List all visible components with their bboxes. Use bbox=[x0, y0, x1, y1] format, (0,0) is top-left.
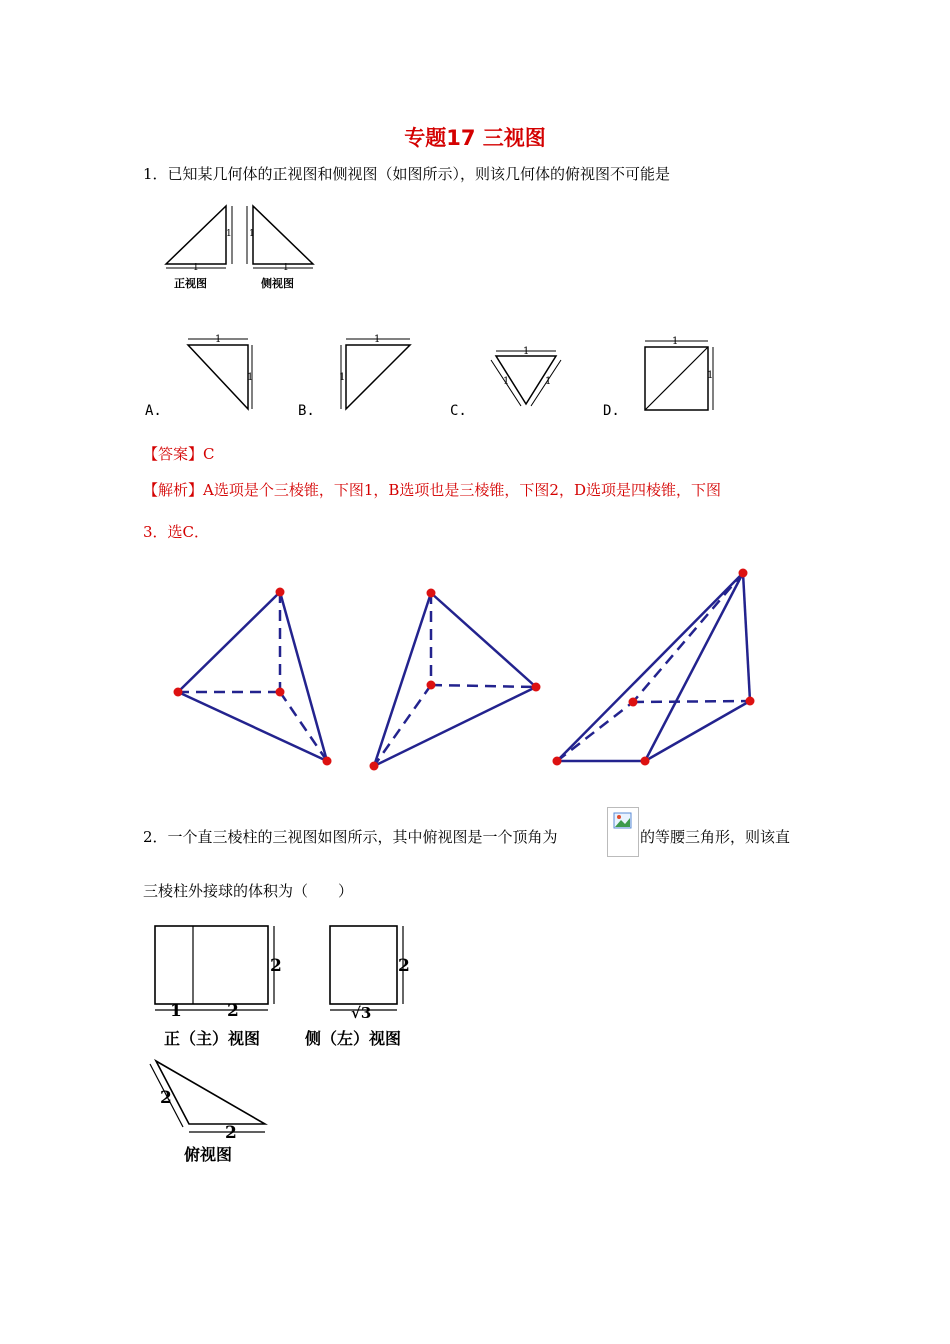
q2-front-view bbox=[148, 920, 298, 1055]
dim-label: 2 bbox=[225, 1123, 237, 1143]
question-2-text-line-2: 三棱柱外接球的体积为（ ） bbox=[143, 882, 354, 900]
option-d-figure bbox=[640, 334, 722, 414]
dim-label: 1 bbox=[339, 372, 346, 383]
option-a-figure bbox=[183, 332, 263, 414]
dim-label: 1 bbox=[374, 334, 381, 345]
dim-label: 1 bbox=[545, 376, 552, 387]
dim-label: 1 bbox=[672, 336, 679, 347]
dim-label: 2 bbox=[398, 956, 410, 976]
figure-1-triangular-pyramid bbox=[160, 575, 350, 780]
side-view-label: 侧视图 bbox=[261, 277, 294, 290]
dim-label: 2 bbox=[160, 1088, 172, 1108]
option-d-label: D. bbox=[603, 403, 620, 419]
dim-label: 1 bbox=[249, 229, 255, 239]
front-view-label: 正（主）视图 bbox=[164, 1029, 261, 1048]
question-1-text: 1．已知某几何体的正视图和侧视图（如图所示），则该几何体的俯视图不可能是 bbox=[143, 165, 671, 183]
dim-label: 1 bbox=[226, 229, 232, 239]
top-view-label: 俯视图 bbox=[184, 1145, 233, 1164]
question-2-text-part-1: 2．一个直三棱柱的三视图如图所示，其中俯视图是一个顶角为 bbox=[143, 828, 558, 846]
dim-label: 1 bbox=[193, 263, 199, 273]
dim-label: 1 bbox=[247, 372, 254, 383]
analysis-text-line-2: 3．选C． bbox=[143, 523, 210, 541]
dim-label: 1 bbox=[170, 1001, 182, 1021]
dim-label: 1 bbox=[707, 370, 714, 381]
front-view-label: 正视图 bbox=[174, 277, 207, 290]
side-view-label: 侧（左）视图 bbox=[305, 1029, 402, 1048]
figure-2-triangular-pyramid bbox=[360, 580, 550, 780]
option-c-label: C. bbox=[450, 403, 467, 419]
q2-side-view bbox=[305, 920, 425, 1055]
dim-label: 1 bbox=[503, 376, 510, 387]
option-b-figure bbox=[336, 332, 418, 414]
dim-label: 1 bbox=[215, 334, 222, 345]
q1-side-view bbox=[245, 198, 325, 298]
option-a-label: A. bbox=[145, 403, 162, 419]
dim-label: 2 bbox=[270, 956, 282, 976]
question-2-text-part-2: 的等腰三角形，则该直 bbox=[640, 828, 791, 846]
page-title: 专题17 三视图 bbox=[404, 126, 546, 150]
broken-image-placeholder bbox=[607, 807, 639, 857]
option-c-figure bbox=[488, 342, 568, 410]
dim-label: √3 bbox=[351, 1004, 372, 1022]
q2-top-view bbox=[140, 1050, 280, 1170]
option-b-label: B. bbox=[298, 403, 315, 419]
figure-3-quadrilateral-pyramid bbox=[545, 560, 765, 775]
dim-label: 1 bbox=[523, 346, 530, 357]
dim-label: 1 bbox=[283, 263, 289, 273]
dim-label: 2 bbox=[227, 1001, 239, 1021]
analysis-text-line-1: 【解析】A选项是个三棱锥，下图1，B选项也是三棱锥，下图2，D选项是四棱锥，下图 bbox=[143, 481, 721, 499]
answer-text: 【答案】C bbox=[143, 445, 215, 463]
q1-front-view bbox=[160, 198, 240, 298]
